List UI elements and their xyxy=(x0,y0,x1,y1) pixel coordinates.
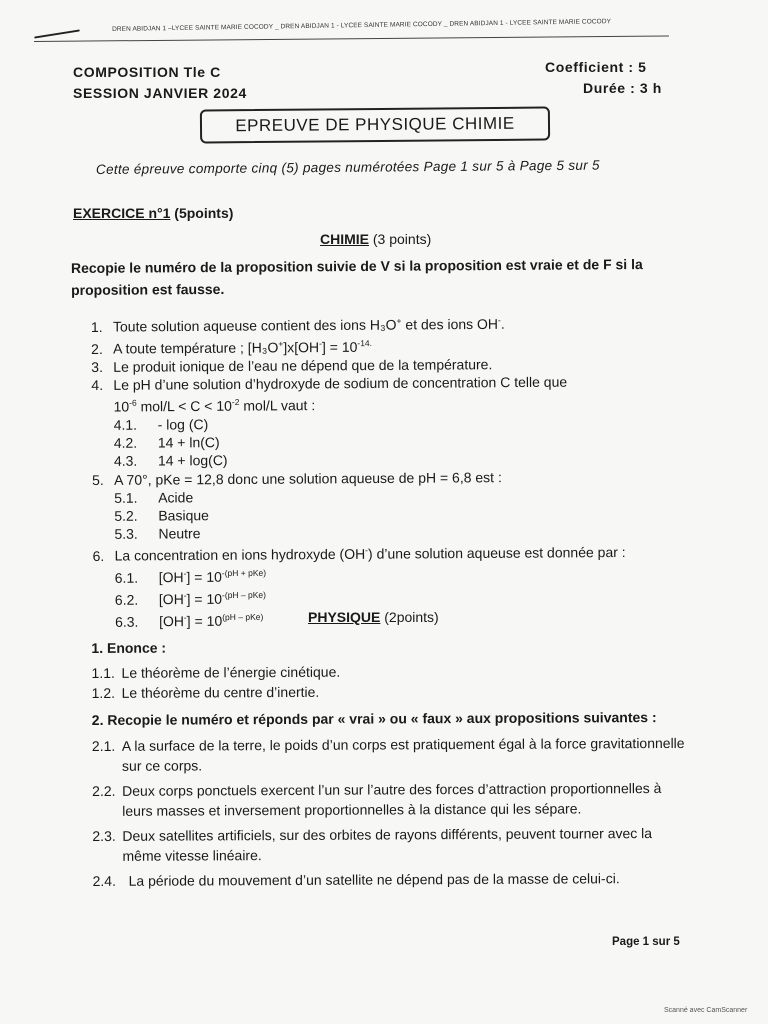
session-label: SESSION JANVIER 2024 xyxy=(73,85,247,101)
chimie-points: (3 points) xyxy=(369,231,432,247)
question-4-continued: $10^{-6}$ $mol/L < C < 10^{-2}$ mol/L vaut : xyxy=(113,397,316,415)
question-3: 3. Le produit ionique de l’eau ne dépend que de la température. xyxy=(91,355,493,375)
physique-label: PHYSIQUE xyxy=(308,609,381,625)
physique-part-1-heading: 1. Enonce : xyxy=(91,639,167,657)
composition-label: COMPOSITION Tle C xyxy=(73,64,221,80)
question-4-1: 4.1. - log (C) xyxy=(113,416,209,433)
physique-points: (2points) xyxy=(380,609,439,625)
question-4-2: 4.2. 14 + ln(C) xyxy=(113,434,220,452)
intro-text: Cette épreuve comporte cinq (5) pages numérotées Page 1 sur 5 à Page 5 sur 5 xyxy=(95,157,600,177)
physique-item-2-3: 2.3. Deux satellites artificiels, sur des orbites de rayons différents, peuvent tourner avec la même vitesse linéaire. xyxy=(92,825,653,864)
physique-part-2-heading: 2. Recopie le numéro et réponds par « vrai » ou « faux » aux propositions suivantes : xyxy=(91,709,657,729)
scanner-watermark: Scanné avec CamScanner xyxy=(664,1007,748,1014)
exercise-number: EXERCICE n°1 xyxy=(73,205,171,221)
physique-item-2-4: 2.4. La période du mouvement d’un satellite ne dépend pas de la masse de celui-ci. xyxy=(92,870,620,889)
duration-label: Durée : 3 h xyxy=(583,80,662,96)
question-4-3: 4.3. 14 + log(C) xyxy=(113,452,228,470)
question-5-3: 5.3. Neutre xyxy=(114,525,201,543)
exercise-title xyxy=(73,205,233,221)
exam-info xyxy=(73,62,247,104)
school-header-strip: DREN ABIDJAN 1 –LYCEE SAINTE MARIE COCODY _ DREN ABIDJAN 1 - LYCEE SAINTE MARIE COCODY _ DREN ABIDJAN 1 - LYCEE SAINTE MARIE COCODY xyxy=(112,18,612,33)
physique-item-2-1: 2.1. A la surface de la terre, le poids d’un corps est pratiquement égal à la force gravitationnelle sur ce corps. xyxy=(91,734,685,774)
exam-meta xyxy=(545,57,662,99)
question-6: 6. La concentration en ions hydroxyde (OH-) d’une solution aqueuse est donnée par : xyxy=(92,544,626,565)
question-1: 1. Toute solution aqueuse contient des ions H₃O+ et des ions OH-. xyxy=(90,315,505,335)
question-6-1: 6.1. $[OH^-] = 10^{-(pH + pKe)}$ xyxy=(114,568,267,586)
physique-item-2-2: 2.2. Deux corps ponctuels exercent l’un sur l’autre des forces d’attraction proportionnelles à leurs masses et inversement proportionnelles à la distance qui les sépare. xyxy=(92,780,662,819)
physique-questions xyxy=(91,637,692,892)
header-rule xyxy=(34,35,669,42)
question-4: 4. Le pH d’une solution d’hydroxyde de sodium de concentration C telle que xyxy=(91,373,568,393)
question-5-1: 5.1. Acide xyxy=(114,489,194,506)
chimie-heading xyxy=(320,231,431,247)
exam-title-box xyxy=(200,106,550,143)
chimie-question-list xyxy=(91,310,626,631)
question-6-3: 6.3. $[OH^-] = 10^{(pH - pKe)}$ xyxy=(114,611,264,630)
exercise-points: (5points) xyxy=(170,205,234,221)
physique-heading xyxy=(308,609,439,625)
chimie-instruction: Recopie le numéro de la proposition suivie de V si la proposition est vraie et de F si la proposition est fausse. xyxy=(70,256,643,298)
coefficient-label: Coefficient : 5 xyxy=(545,59,647,75)
exam-title: EPREUVE DE PHYSIQUE CHIMIE xyxy=(235,113,515,136)
question-6-2: 6.2. $[OH^-] = 10^{-(pH - pKe)}$ xyxy=(114,589,266,608)
pen-mark xyxy=(34,29,80,38)
page-number: Page 1 sur 5 xyxy=(612,936,680,948)
question-5: 5. A 70°, pKe = 12,8 donc une solution aqueuse de pH = 6,8 est : xyxy=(91,468,502,488)
physique-item-1-1: 1.1. Le théorème de l’énergie cinétique. xyxy=(91,663,341,682)
physique-item-1-2: 1.2. Le théorème du centre d’inertie. xyxy=(91,683,320,701)
question-2: 2. A toute température ; $[H_3O^+]x[OH^-] = 10^{-14.}$ xyxy=(91,337,373,357)
question-5-2: 5.2. Basique xyxy=(114,507,209,524)
chimie-label: CHIMIE xyxy=(320,231,369,247)
